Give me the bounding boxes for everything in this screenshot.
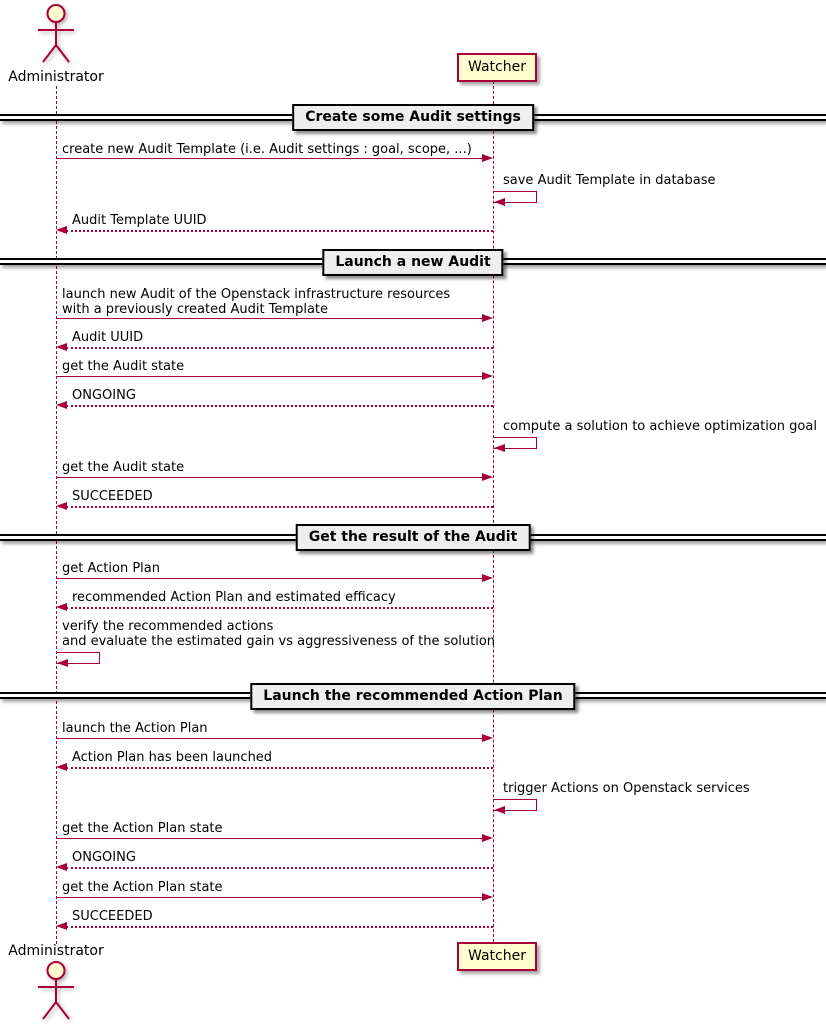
msg-1-arrowhead-icon <box>494 198 505 206</box>
msg-12-arrowhead-icon <box>57 659 68 667</box>
msg-17-arrowhead-icon <box>56 863 67 871</box>
msg-0-line <box>56 158 483 159</box>
msg-3-label-line1: launch new Audit of the Openstack infrastructure resources <box>62 287 451 302</box>
divider-label-launch-new-audit: Launch a new Audit <box>322 249 503 276</box>
administrator-label-bottom: Administrator <box>8 943 104 959</box>
msg-2-line <box>66 230 493 232</box>
msg-8-label: get the Audit state <box>62 460 185 475</box>
msg-12-label-line2: and evaluate the estimated gain vs aggressiveness of the solution <box>62 634 496 649</box>
msg-19-line <box>66 926 493 928</box>
msg-10-label: get Action Plan <box>62 561 160 576</box>
msg-17-label: ONGOING <box>72 850 136 865</box>
msg-17-line <box>66 867 493 869</box>
msg-2-arrowhead-icon <box>56 226 67 234</box>
msg-7-arrowhead-icon <box>494 444 505 452</box>
msg-9-line <box>66 506 493 508</box>
msg-11-line <box>66 607 493 609</box>
msg-3-line <box>56 318 483 319</box>
administrator-label-top: Administrator <box>8 69 104 85</box>
msg-19-arrowhead-icon <box>56 922 67 930</box>
msg-14-arrowhead-icon <box>56 763 67 771</box>
msg-13-label: launch the Action Plan <box>62 721 208 736</box>
msg-15-label: trigger Actions on Openstack services <box>503 781 750 796</box>
msg-12-label-line1: verify the recommended actions <box>62 619 274 634</box>
watcher-participant-bottom: Watcher <box>457 942 537 971</box>
msg-18-label: get the Action Plan state <box>62 880 223 895</box>
msg-4-line <box>66 347 493 349</box>
msg-10-line <box>56 578 483 579</box>
divider-label-launch-action-plan: Launch the recommended Action Plan <box>250 683 575 710</box>
msg-7-label: compute a solution to achieve optimization goal <box>503 419 817 434</box>
msg-9-label: SUCCEEDED <box>72 489 153 504</box>
msg-6-arrowhead-icon <box>56 401 67 409</box>
msg-14-label: Action Plan has been launched <box>72 750 273 765</box>
msg-14-line <box>66 767 493 769</box>
msg-19-label: SUCCEEDED <box>72 909 153 924</box>
msg-16-line <box>56 838 483 839</box>
msg-3-label-line2: with a previously created Audit Template <box>62 302 329 317</box>
administrator-actor-icon-bottom <box>34 961 78 1021</box>
msg-0-arrowhead-icon <box>482 154 493 162</box>
msg-18-arrowhead-icon <box>482 893 493 901</box>
msg-5-line <box>56 376 483 377</box>
msg-11-label: recommended Action Plan and estimated efficacy <box>72 590 396 605</box>
msg-18-line <box>56 897 483 898</box>
msg-4-arrowhead-icon <box>56 343 67 351</box>
msg-0-label: create new Audit Template (i.e. Audit settings : goal, scope, ...) <box>62 142 472 157</box>
divider-label-get-result-audit: Get the result of the Audit <box>296 524 531 551</box>
watcher-participant-top: Watcher <box>457 53 537 82</box>
msg-5-label: get the Audit state <box>62 359 185 374</box>
msg-13-arrowhead-icon <box>482 734 493 742</box>
msg-6-label: ONGOING <box>72 388 136 403</box>
msg-6-line <box>66 405 493 407</box>
msg-8-arrowhead-icon <box>482 473 493 481</box>
administrator-actor-icon <box>34 4 78 64</box>
msg-1-label: save Audit Template in database <box>503 173 716 188</box>
msg-5-arrowhead-icon <box>482 372 493 380</box>
msg-9-arrowhead-icon <box>56 502 67 510</box>
msg-11-arrowhead-icon <box>56 603 67 611</box>
administrator-lifeline <box>56 86 57 944</box>
msg-16-label: get the Action Plan state <box>62 821 223 836</box>
msg-15-arrowhead-icon <box>494 806 505 814</box>
msg-3-arrowhead-icon <box>482 314 493 322</box>
msg-2-label: Audit Template UUID <box>72 213 207 228</box>
msg-16-arrowhead-icon <box>482 834 493 842</box>
msg-13-line <box>56 738 483 739</box>
msg-4-label: Audit UUID <box>72 330 144 345</box>
msg-10-arrowhead-icon <box>482 574 493 582</box>
divider-label-create-audit-settings: Create some Audit settings <box>292 104 534 131</box>
msg-8-line <box>56 477 483 478</box>
